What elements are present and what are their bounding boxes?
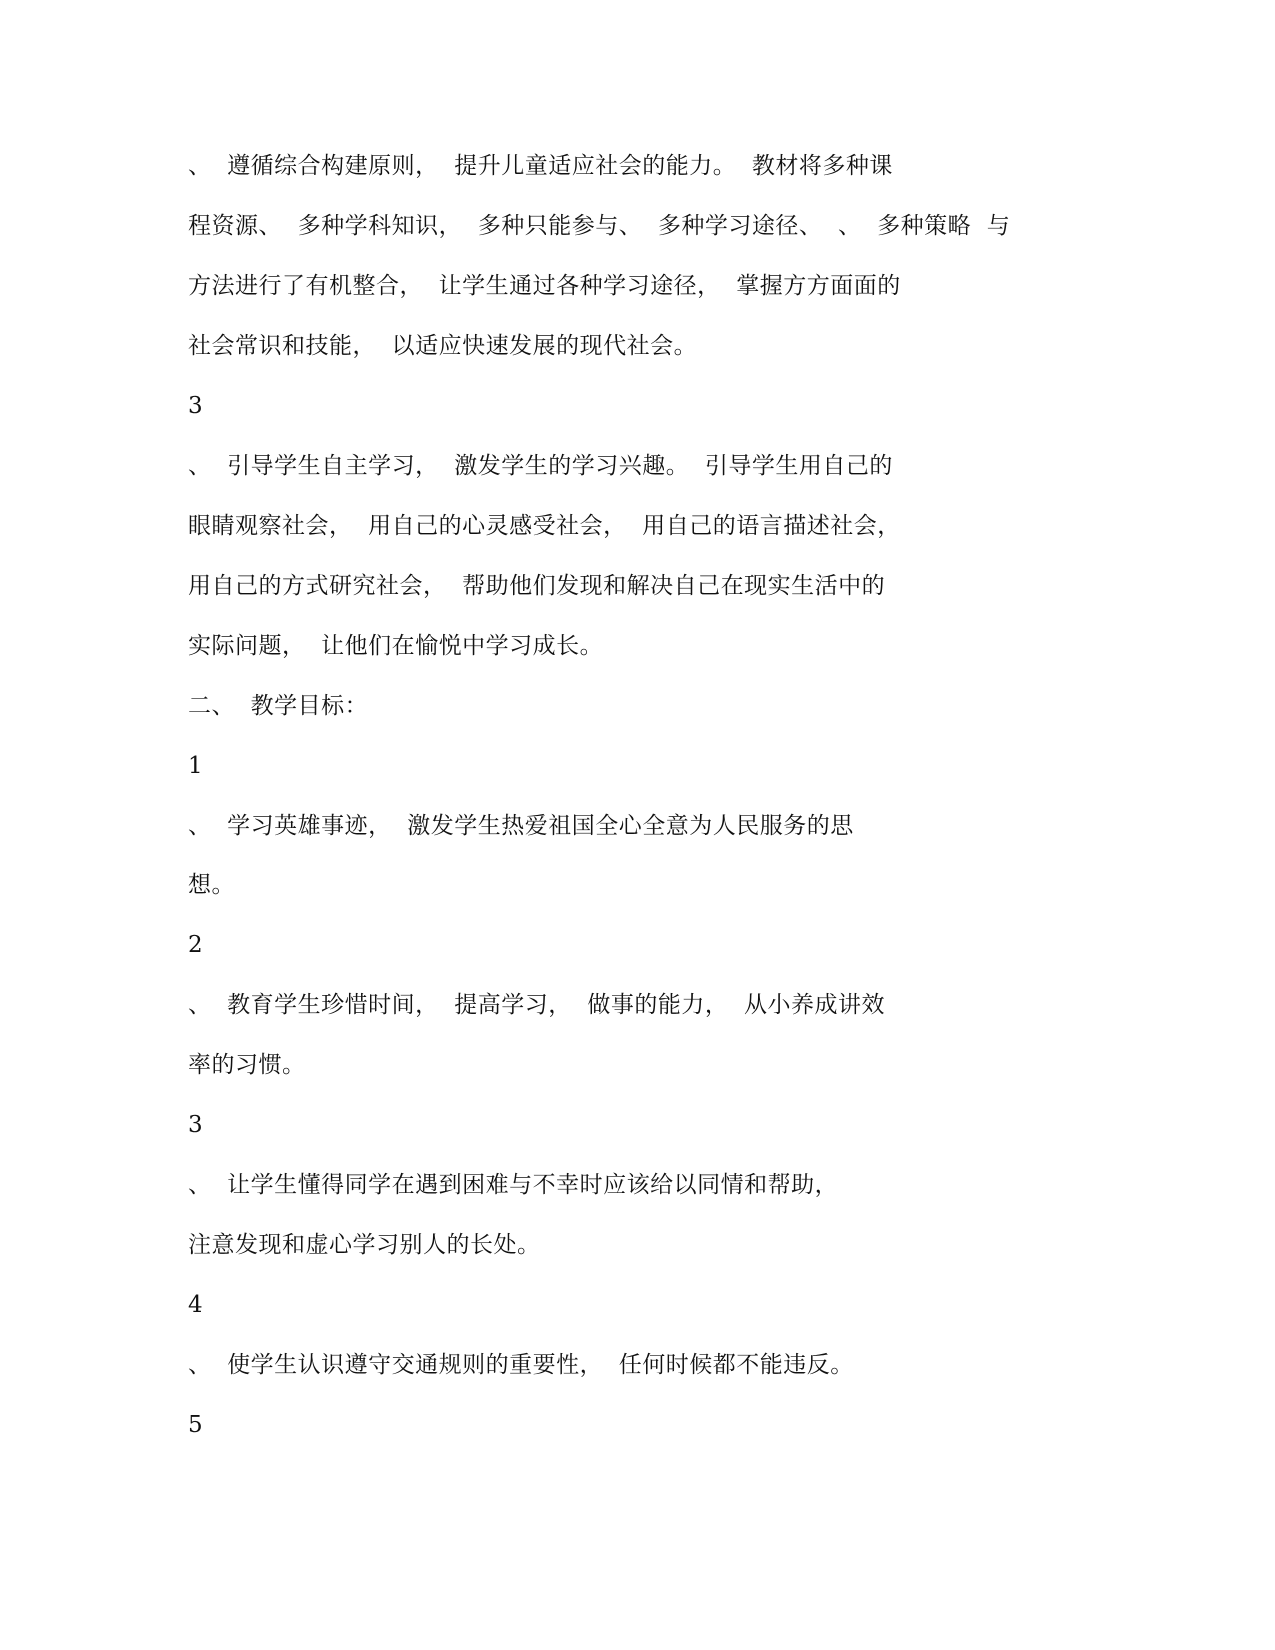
item-number: 5 [188,1412,204,1438]
body-text-line: 方法进行了有机整合， 让学生通过各种学习途径， 掌握方方面面的 [188,273,901,299]
body-text-line: 、 引导学生自主学习， 激发学生的学习兴趣。 引导学生用自己的 [188,453,893,479]
body-text-line: 用自己的方式研究社会， 帮助他们发现和解决自己在现实生活中的 [188,573,886,599]
body-text-line: 想。 [188,872,235,898]
body-text-line: 眼睛观察社会， 用自己的心灵感受社会， 用自己的语言描述社会， [188,513,901,539]
item-number: 2 [188,932,204,958]
body-text-line: 、 学习英雄事迹， 激发学生热爱祖国全心全意为人民服务的思 [188,813,854,839]
item-number: 1 [188,753,204,779]
item-number: 4 [188,1292,204,1318]
body-text-line: 率的习惯。 [188,1052,306,1078]
item-number: 3 [188,1112,204,1138]
body-text-line: 实际问题， 让他们在愉悦中学习成长。 [188,633,604,659]
body-text-line: 、 教育学生珍惜时间， 提高学习， 做事的能力， 从小养成讲效 [188,992,885,1018]
body-text-line: 、 让学生懂得同学在遇到困难与不幸时应该给以同情和帮助， [188,1172,839,1198]
body-text-line: 程资源、 多种学科知识， 多种只能参与、 多种学习途径、 、 多种策略 与 [188,213,1011,239]
body-text-line: 社会常识和技能， 以适应快速发展的现代社会。 [188,333,698,359]
item-number: 3 [188,393,204,419]
body-text-line: 注意发现和虚心学习别人的长处。 [188,1232,541,1258]
section-heading: 二、 教学目标： [188,693,369,719]
body-text-line: 、 使学生认识遵守交通规则的重要性， 任何时候都不能违反。 [188,1352,854,1378]
body-text-line: 、 遵循综合构建原则， 提升儿童适应社会的能力。 教材将多种课 [188,153,893,179]
